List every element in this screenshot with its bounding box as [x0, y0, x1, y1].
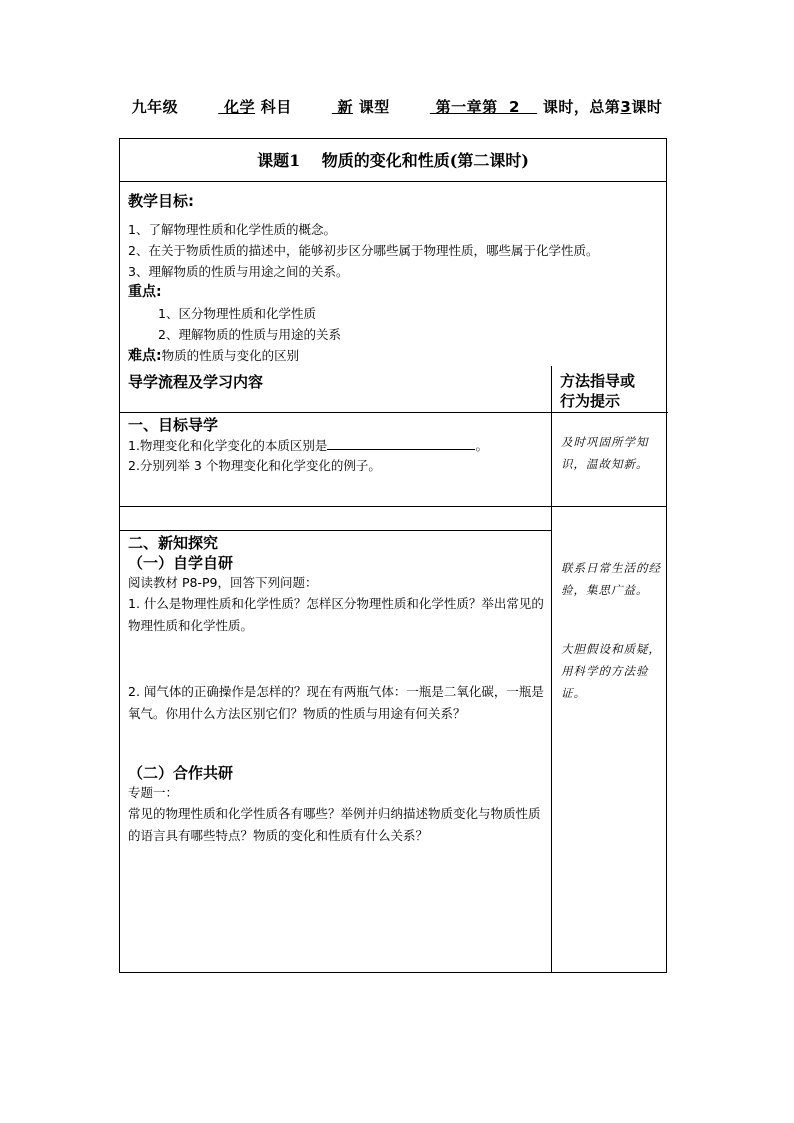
topic-question: 常见的物理性质和化学性质各有哪些？举例并归纳描述物质变化与物质性质的语言具有哪些特点？物质的变化和性质有什么关系？ [128, 806, 541, 843]
reading-instruction: 阅读教材 P8-P9，回答下列问题： [128, 575, 318, 590]
subject-value: 化学 [223, 98, 255, 116]
key-points-heading: 重点: [128, 284, 162, 300]
goal-item: 3、理解物质的性质与用途之间的关系。 [128, 264, 349, 279]
difficulty-text: 物质的性质与变化的区别 [161, 348, 300, 363]
goal-item: 1、了解物理性质和化学性质的概念。 [128, 222, 336, 237]
type-value: 新 [337, 98, 354, 116]
difficulty-line [128, 345, 658, 367]
guidance-tip-2: 联系日常生活的经验，集思广益。 [561, 561, 661, 597]
chapter-text: 第一章第 2 [435, 98, 520, 116]
topic-label: 专题一： [128, 785, 179, 800]
total-label: 课时 [631, 98, 663, 116]
section2-heading: 二、新知探究 [128, 534, 219, 552]
goals-heading: 教学目标: [128, 192, 194, 210]
type-label: 课型 [358, 98, 390, 116]
header-divider [120, 412, 668, 413]
section-divider [120, 530, 552, 531]
self-study-question-1: 1. 什么是物理性质和化学性质？怎样区分物理性质和化学性质？举出常见的物理性质和化学性质。 [128, 596, 544, 633]
cooperative-study-heading: （二）合作共研 [128, 764, 234, 782]
column-header-guidance: 方法指导或 行为提示 [560, 372, 636, 410]
key-point-item: 2、理解物质的性质与用途的关系 [158, 327, 341, 342]
lesson-title: 课题1 物质的变化和性质(第二课时) [120, 139, 666, 182]
worksheet-header [0, 96, 794, 117]
section-new-knowledge [128, 533, 546, 847]
total-number: 3 [620, 98, 632, 116]
section1-question-2: 2.分别列举 3 个物理变化和化学变化的例子。 [128, 458, 381, 473]
self-study-question-2: 2. 闻气体的正确操作是怎样的？现在有两瓶气体：一瓶是二氧化碳，一瓶是氧气。你用什么方法区别它们？物质的性质与用途有何关系？ [128, 684, 544, 721]
goal-item: 2、在关于物质性质的描述中，能够初步区分哪些属于物理性质，哪些属于化学性质。 [128, 243, 599, 258]
section1-question-1: 1.物理变化和化学变化的本质区别是 。 [128, 435, 546, 456]
column-header-content: 导学流程及学习内容 [128, 373, 264, 391]
self-study-heading: （一）自学自研 [128, 554, 234, 572]
lesson-table [119, 138, 667, 973]
section1-heading: 一、目标导学 [128, 416, 219, 434]
guidance-tip-3: 大胆假设和质疑，用科学的方法验证。 [561, 642, 661, 700]
subject-label: 科目 [260, 98, 292, 116]
column-divider [551, 366, 552, 973]
grade-label: 九年级 [131, 98, 179, 116]
key-point-item: 1、区分物理性质和化学性质 [158, 306, 316, 321]
difficulty-heading: 难点: [128, 348, 162, 364]
section-goal-guide [128, 415, 546, 476]
answer-blank[interactable] [327, 435, 475, 450]
lesson-label: 课时，总第 [542, 98, 621, 116]
guidance-tip-1: 及时巩固所学知识，温故知新。 [561, 435, 649, 471]
